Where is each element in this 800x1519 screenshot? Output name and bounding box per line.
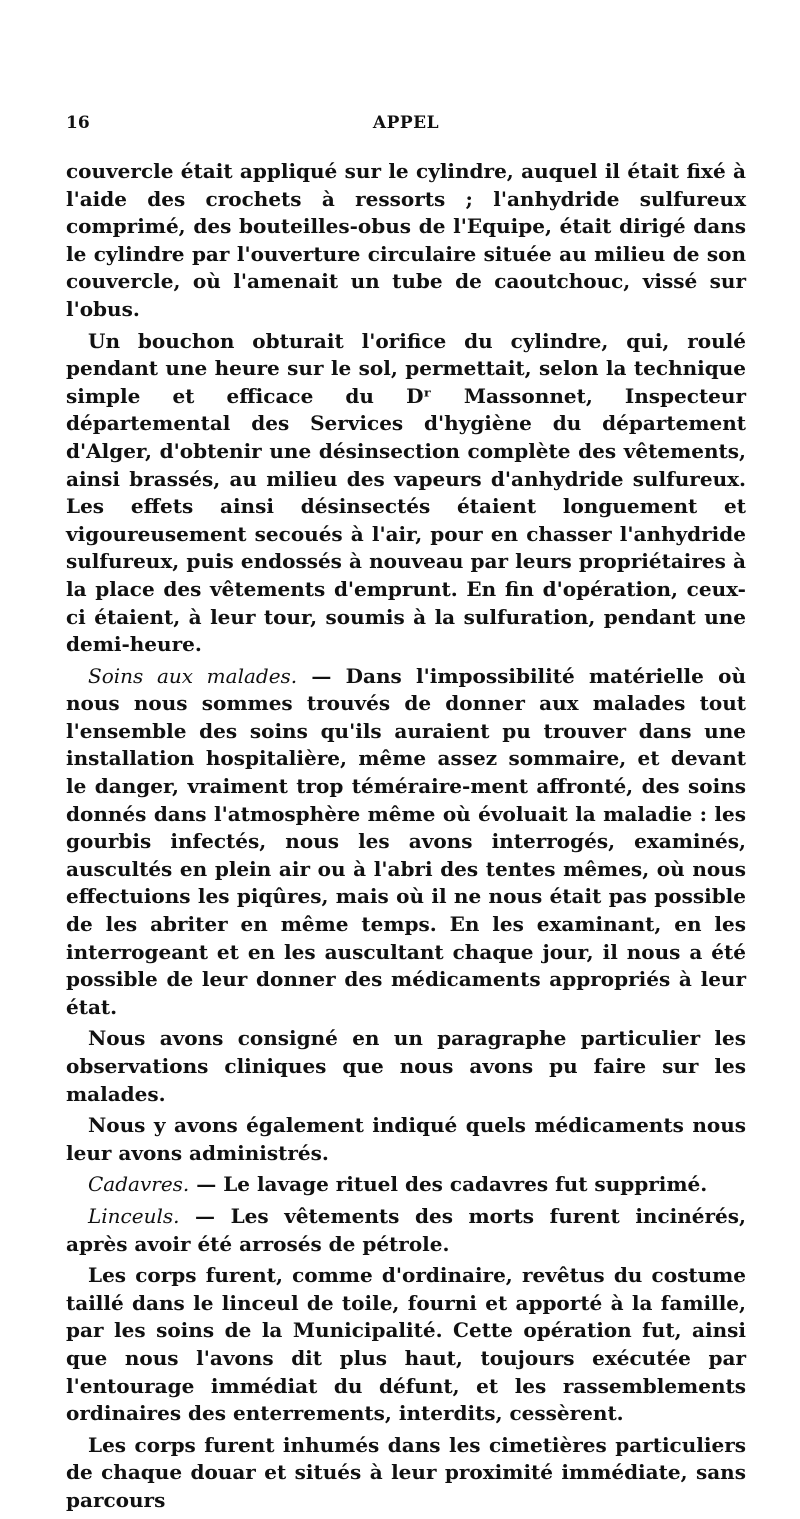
paragraph-text: Un bouchon obturait l'orifice du cylindre, qui, roulé pendant une heure sur le sol, permettait, selon la technique simple et efficace du Dʳ Massonnet, Inspecteur départemental des Services d'hygiène du département d'Alger, d'obtenir une désinsection complète des vêtements, ainsi brassés, au milieu des vapeurs d'anhydride sulfureux. Les effets ainsi désinsectés étaient longuement et vigoureusement secoués à l'air, pour en chasser l'anhydride sulfureux, puis endossés à nouveau par leurs propriétaires à la place des vêtements d'emprunt. En fin d'opération, ceux-ci étaient, à leur tour, soumis à la sulfuration, pendant une demi-heure. — [66, 328, 746, 657]
paragraph — [66, 663, 746, 1022]
paragraph-text: Nous y avons également indiqué quels médicaments nous leur avons administrés. — [66, 1113, 746, 1165]
paragraph-text: — Les vêtements des morts furent incinérés, après avoir été arrosés de pétrole. — [66, 1203, 746, 1256]
paragraph — [66, 328, 746, 659]
paragraph — [66, 1025, 746, 1108]
paragraph — [66, 1262, 746, 1428]
paragraph-text: Les corps furent inhumés dans les cimetières particuliers de chaque douar et situés à leur proximité immédiate, sans parcours — [66, 1432, 746, 1512]
paragraph-text: Les corps furent, comme d'ordinaire, revêtus du costume taillé dans le linceul de toile, fourni et apporté à la famille, par les soins de la Municipalité. Cette opération fut, ainsi que nous l'avons dit plus haut, toujours exécutée par l'entourage immédiat du défunt, et les rassemblements ordinaires des enterrements, interdits, cessèrent. — [66, 1263, 746, 1426]
running-head: APPEL — [372, 113, 440, 133]
section-lead: Linceuls. — [88, 1203, 180, 1228]
section-lead: Cadavres. — [88, 1172, 190, 1197]
paragraph-text: — Le lavage rituel des cadavres fut supprimé. — [189, 1172, 708, 1197]
paragraph — [66, 1171, 746, 1199]
paragraph-text: couvercle était appliqué sur le cylindre, auquel il était fixé à l'aide des crochets à ressorts ; l'anhydride sulfureux comprimé, des bouteilles-obus de l'Equipe, était dirigé dans le cylindre par l'ouverture circulaire située au milieu de son couvercle, où l'amenait un tube de caoutchouc, vissé sur l'obus. — [66, 159, 746, 321]
paragraph — [66, 158, 746, 324]
paragraph-text: Nous avons consigné en un paragraphe particulier les observations cliniques que nous avons pu faire sur les malades. — [66, 1026, 746, 1106]
paragraph-text: — Dans l'impossibilité matérielle où nous nous sommes trouvés de donner aux malades tout l'ensemble des soins qu'ils auraient pu trouver dans une installation hospitalière, même assez sommaire, et devant le danger, vraiment trop téméraire-ment affronté, des soins donnés dans l'atmosphère même où évoluait la maladie : les gourbis infectés, nous les avons interrogés, examinés, auscultés en plein air ou à l'abri des tentes mêmes, où nous effectuions les piqûres, mais où il ne nous était pas possible de les abriter en même temps. En les examinant, en les interrogeant et en les auscultant chaque jour, il nous a été possible de leur donner des médicaments appropriés à leur état. — [66, 663, 746, 1019]
page-header — [66, 113, 746, 137]
paragraph — [66, 1432, 746, 1515]
paragraph — [66, 1203, 746, 1258]
page-number: 16 — [66, 113, 90, 133]
paragraph — [66, 1112, 746, 1167]
body-text — [66, 158, 746, 1519]
section-lead: Soins aux malades. — [88, 663, 298, 688]
